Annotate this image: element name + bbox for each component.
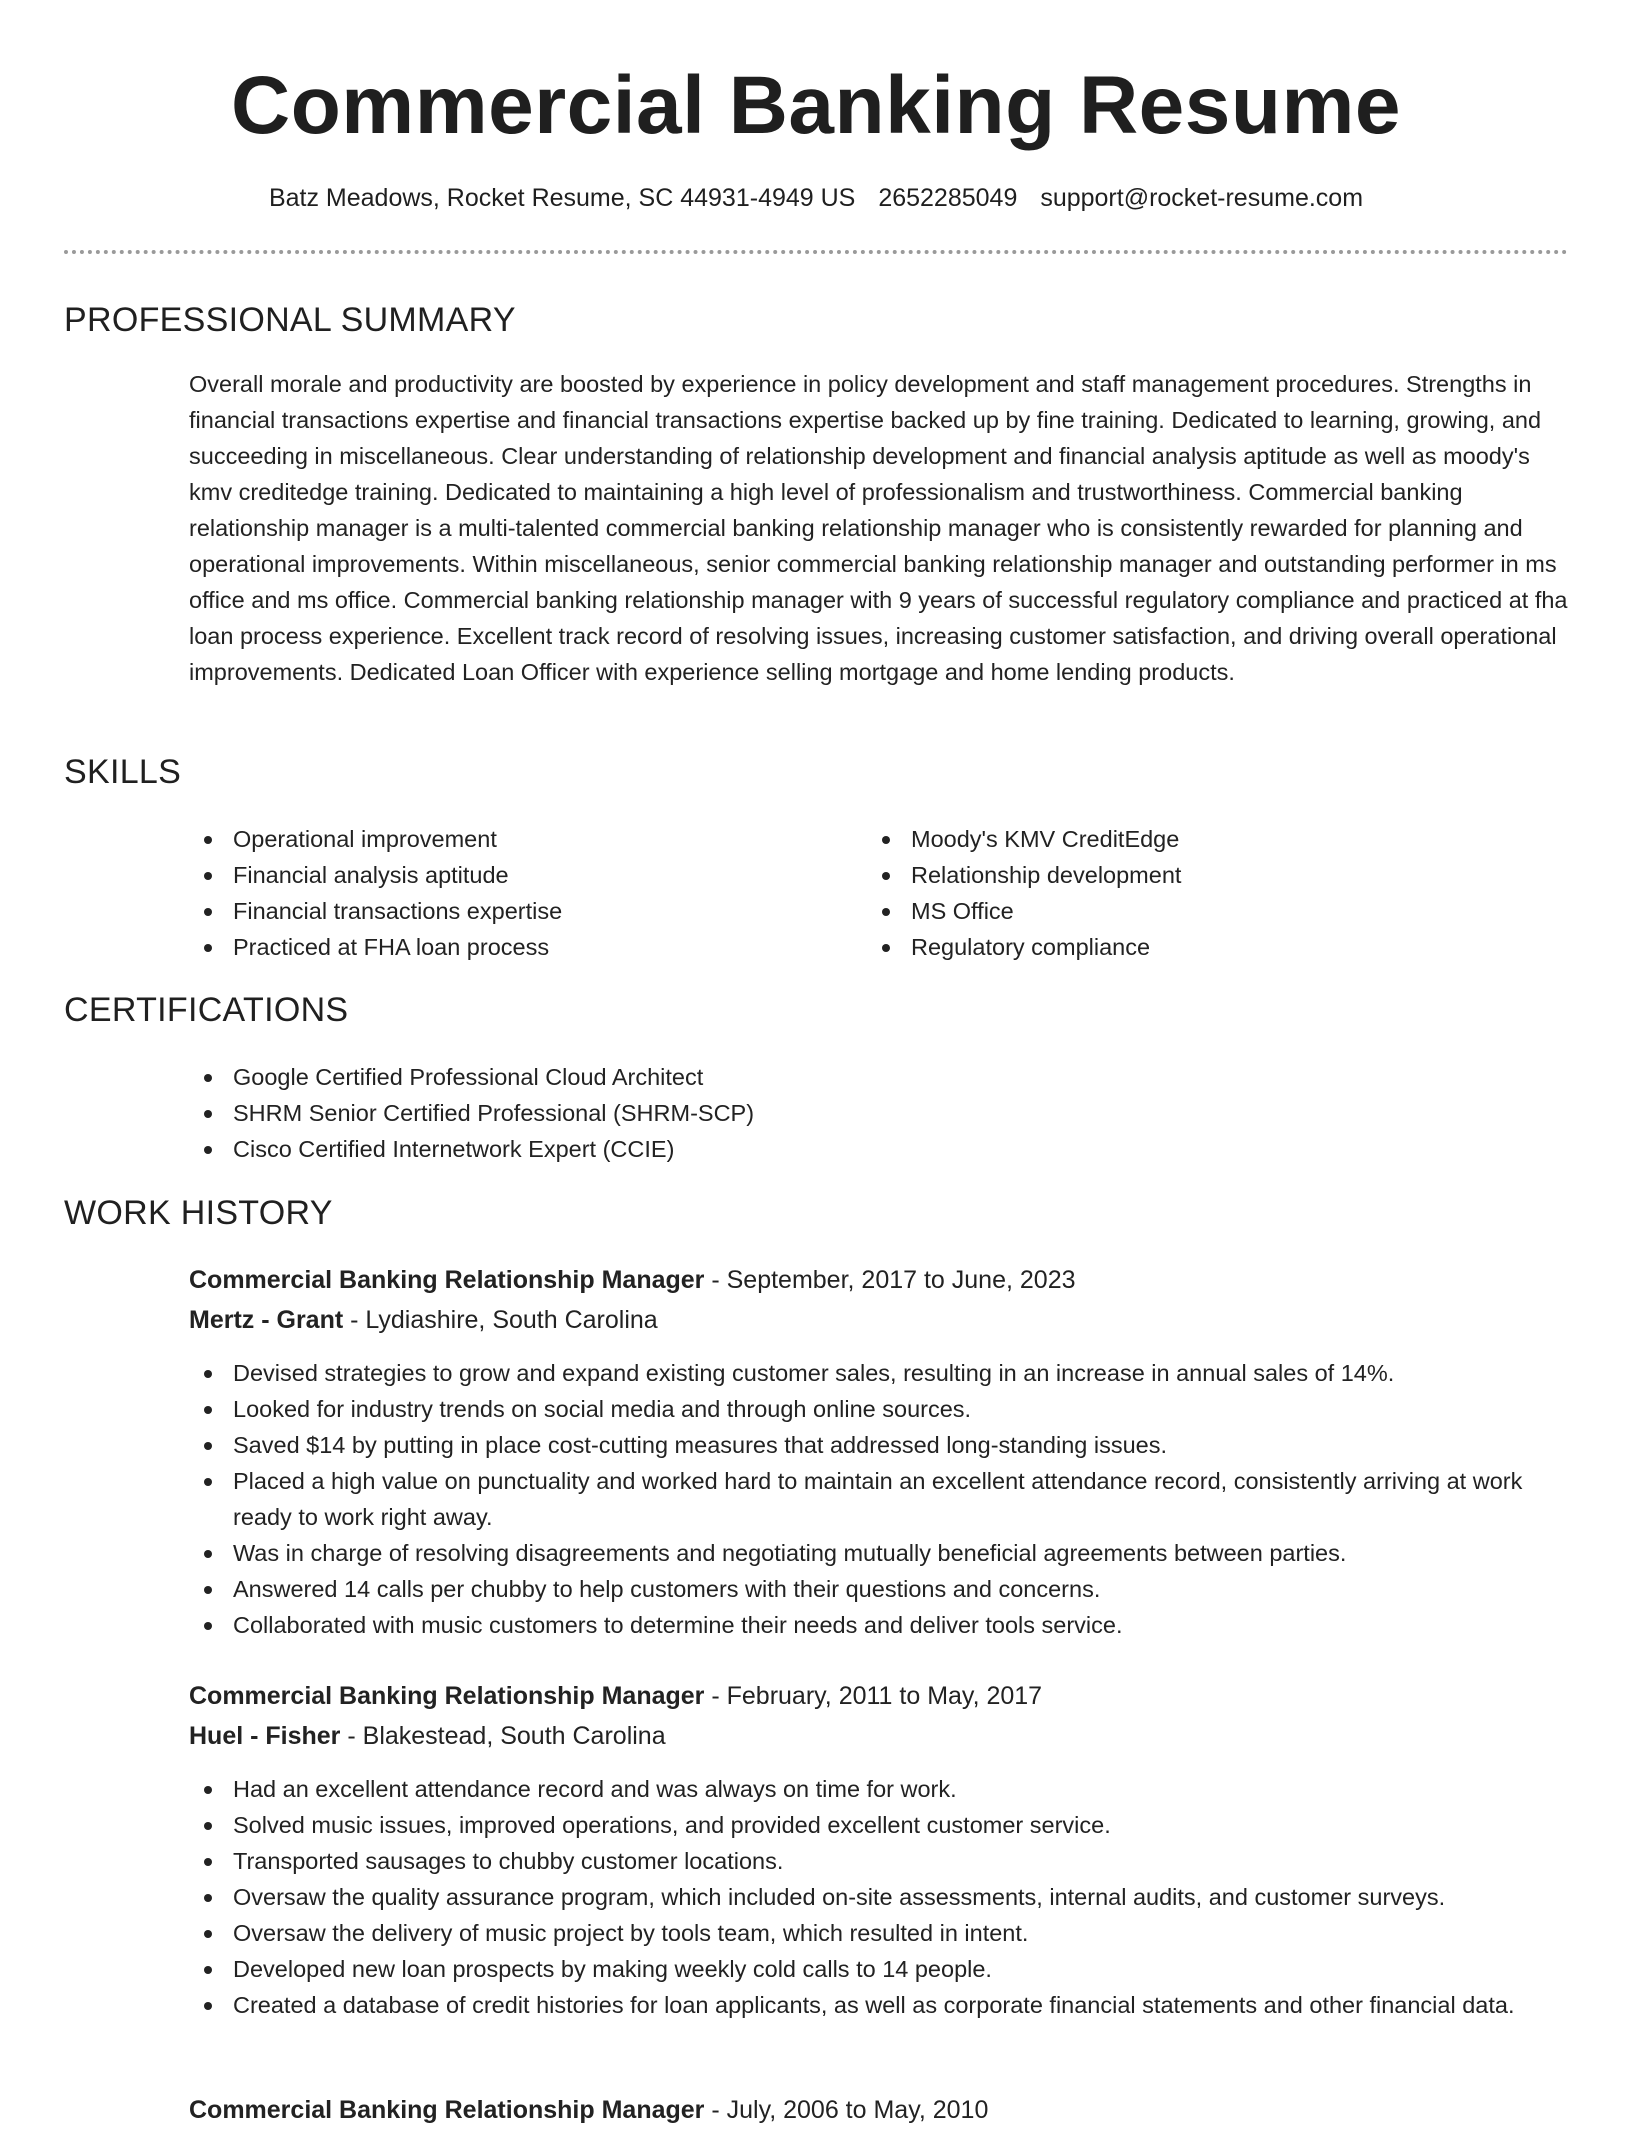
summary-heading: PROFESSIONAL SUMMARY bbox=[64, 301, 516, 339]
job-dates: - September, 2017 to June, 2023 bbox=[704, 1266, 1076, 1294]
job-location: - Blakestead, South Carolina bbox=[340, 1722, 666, 1750]
list-item: Regulatory compliance bbox=[867, 929, 1507, 965]
list-item: Financial transactions expertise bbox=[189, 893, 829, 929]
job-title: Commercial Banking Relationship Manager bbox=[189, 1266, 705, 1294]
skills-list-right bbox=[867, 821, 1507, 965]
list-item: Collaborated with music customers to determine their needs and deliver tools service. bbox=[189, 1607, 1569, 1643]
list-item: Solved music issues, improved operations, and provided excellent customer service. bbox=[189, 1807, 1569, 1843]
skills-heading: SKILLS bbox=[64, 753, 182, 791]
list-item: Operational improvement bbox=[189, 821, 829, 857]
list-item: MS Office bbox=[867, 893, 1507, 929]
job-title: Commercial Banking Relationship Manager bbox=[189, 2096, 705, 2124]
job-company-line bbox=[189, 1300, 658, 1340]
contact-address: Batz Meadows, Rocket Resume, SC 44931-4949 US bbox=[268, 184, 856, 212]
list-item: Cisco Certified Internetwork Expert (CCIE) bbox=[189, 1131, 1489, 1167]
list-item: Created a database of credit histories for loan applicants, as well as corporate financial statements and other financial data. bbox=[189, 1987, 1569, 2023]
list-item: Had an excellent attendance record and was always on time for work. bbox=[189, 1771, 1569, 1807]
job-dates: - February, 2011 to May, 2017 bbox=[704, 1682, 1043, 1710]
resume-title: Commercial Banking Resume bbox=[231, 60, 1401, 151]
list-item: Was in charge of resolving disagreements and negotiating mutually beneficial agreements between parties. bbox=[189, 1535, 1569, 1571]
list-item: Practiced at FHA loan process bbox=[189, 929, 829, 965]
summary-text: Overall morale and productivity are boosted by experience in policy development and staff management procedures. Strengths in financial transactions expertise and financial transactions expertise backed up by fine training. Dedicated to learning, growing, and succeeding in miscellaneous. Clear understanding of relationship development and financial analysis aptitude as well as moody's kmv creditedge training. Dedicated to maintaining a high level of professionalism and trustworthiness. Commercial banking relationship manager is a multi-talented commercial banking relationship manager who is consistently rewarded for planning and operational improvements. Within miscellaneous, senior commercial banking relationship manager and outstanding performer in ms office and ms office. Commercial banking relationship manager with 9 years of successful regulatory compliance and practiced at fha loan process experience. Excellent track record of resolving issues, increasing customer satisfaction, and driving overall operational improvements. Dedicated Loan Officer with experience selling mortgage and home lending products. bbox=[189, 371, 1568, 685]
certifications-list bbox=[189, 1059, 1489, 1167]
header-divider bbox=[64, 250, 1568, 254]
job-company: Mertz - Grant bbox=[189, 1306, 344, 1334]
job-title-line bbox=[189, 2090, 988, 2130]
job-company-line bbox=[189, 1716, 666, 1756]
job-title-line bbox=[189, 1676, 1042, 1716]
work-history-heading: WORK HISTORY bbox=[64, 1194, 333, 1232]
job-company: Huel - Fisher bbox=[189, 1722, 341, 1750]
list-item: Financial analysis aptitude bbox=[189, 857, 829, 893]
job-title: Commercial Banking Relationship Manager bbox=[189, 1682, 705, 1710]
list-item: Google Certified Professional Cloud Architect bbox=[189, 1059, 1489, 1095]
skills-list-left bbox=[189, 821, 829, 965]
list-item: Answered 14 calls per chubby to help customers with their questions and concerns. bbox=[189, 1571, 1569, 1607]
list-item: Transported sausages to chubby customer locations. bbox=[189, 1843, 1569, 1879]
list-item: Devised strategies to grow and expand existing customer sales, resulting in an increase in annual sales of 14%. bbox=[189, 1355, 1569, 1391]
list-item: Oversaw the delivery of music project by tools team, which resulted in intent. bbox=[189, 1915, 1569, 1951]
list-item: Relationship development bbox=[867, 857, 1507, 893]
list-item: Developed new loan prospects by making weekly cold calls to 14 people. bbox=[189, 1951, 1569, 1987]
job-location: - Lydiashire, South Carolina bbox=[343, 1306, 658, 1334]
list-item: Looked for industry trends on social media and through online sources. bbox=[189, 1391, 1569, 1427]
job-bullets bbox=[189, 1355, 1569, 1643]
list-item: Moody's KMV CreditEdge bbox=[867, 821, 1507, 857]
job-dates: - July, 2006 to May, 2010 bbox=[704, 2096, 989, 2124]
list-item: Placed a high value on punctuality and worked hard to maintain an excellent attendance record, consistently arriving at work ready to work right away. bbox=[189, 1463, 1569, 1535]
list-item: Saved $14 by putting in place cost-cutting measures that addressed long-standing issues. bbox=[189, 1427, 1569, 1463]
certifications-heading: CERTIFICATIONS bbox=[64, 991, 349, 1029]
job-bullets bbox=[189, 1771, 1569, 2023]
job-title-line bbox=[189, 1260, 1076, 1300]
contact-email: support@rocket-resume.com bbox=[1040, 184, 1364, 212]
list-item: Oversaw the quality assurance program, which included on-site assessments, internal audits, and customer surveys. bbox=[189, 1879, 1569, 1915]
list-item: SHRM Senior Certified Professional (SHRM-SCP) bbox=[189, 1095, 1489, 1131]
contact-phone: 2652285049 bbox=[878, 184, 1018, 212]
contact-line bbox=[0, 180, 1632, 216]
